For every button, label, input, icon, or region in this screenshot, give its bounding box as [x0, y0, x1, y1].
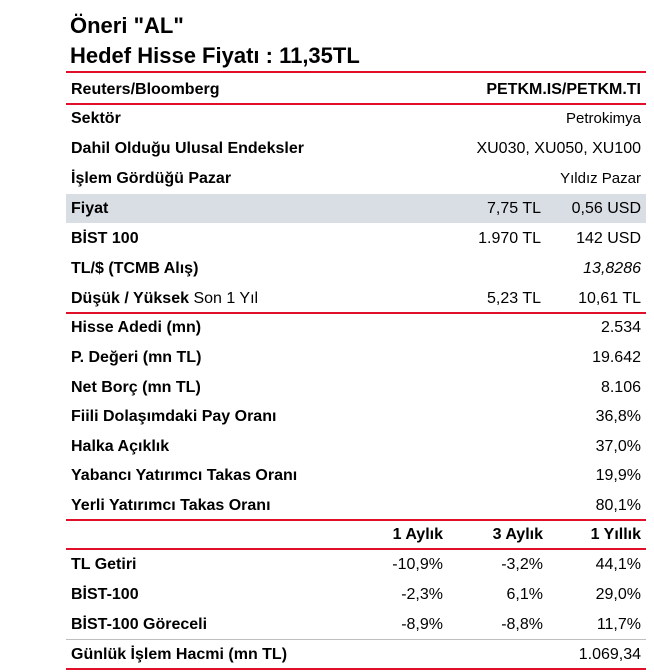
reuters-value: PETKM.IS/PETKM.TI: [486, 81, 641, 98]
target-price-title: Hedef Hisse Fiyatı : 11,35TL: [70, 43, 360, 68]
price-usd: 0,56 USD: [571, 200, 641, 217]
volume-value: 1.069,34: [578, 646, 641, 663]
bist100-usd: 142 USD: [576, 230, 641, 247]
stat-value: 19,9%: [595, 467, 641, 484]
returns-1y: 29,0%: [595, 586, 641, 603]
recommendation-title: Öneri "AL": [70, 13, 184, 38]
returns-3m: -3,2%: [501, 556, 543, 573]
returns-3m: -8,8%: [501, 616, 543, 633]
stat-value: 80,1%: [595, 497, 641, 514]
stat-row: [66, 432, 646, 461]
stat-row: [66, 373, 646, 402]
returns-header-1y: 1 Yıllık: [590, 526, 641, 543]
info-label: İşlem Gördüğü Pazar: [71, 170, 232, 187]
returns-header-row: [66, 520, 646, 549]
info-row-market: [66, 164, 646, 193]
volume-label: Günlük İşlem Hacmi (mn TL): [71, 646, 288, 663]
returns-label: BİST-100 Göreceli: [71, 616, 208, 633]
stat-value: 19.642: [592, 349, 641, 366]
bist100-tl: 1.970 TL: [478, 230, 541, 247]
stat-row: [66, 402, 646, 431]
returns-3m: 6,1%: [506, 586, 543, 603]
fx-row: [66, 254, 646, 283]
returns-1y: 44,1%: [595, 556, 641, 573]
stat-row: [66, 343, 646, 372]
info-row-indices: [66, 134, 646, 163]
stat-label: P. Değeri (mn TL): [71, 349, 202, 366]
price-label: Fiyat: [71, 200, 109, 217]
returns-1m: -8,9%: [401, 616, 443, 633]
top-rule: [66, 71, 646, 73]
stat-value: 8.106: [600, 379, 641, 396]
reuters-row: [66, 75, 646, 104]
info-value: XU030, XU050, XU100: [476, 140, 641, 157]
range-label-sub: Son 1 Yıl: [193, 290, 259, 307]
reuters-label: Reuters/Bloomberg: [71, 81, 220, 98]
info-value: Yıldız Pazar: [560, 170, 641, 187]
stat-row: [66, 461, 646, 490]
returns-row: [66, 610, 646, 639]
stat-value: 2.534: [600, 319, 641, 336]
stat-label: Yabancı Yatırımcı Takas Oranı: [71, 467, 298, 484]
range-low: 5,23 TL: [487, 290, 541, 307]
returns-1m: -10,9%: [392, 556, 443, 573]
stat-row: [66, 491, 646, 520]
volume-row: [66, 640, 646, 669]
stat-label: Halka Açıklık: [71, 438, 170, 455]
info-value: Petrokimya: [565, 110, 641, 127]
returns-label: TL Getiri: [71, 556, 137, 573]
stat-label: Yerli Yatırımcı Takas Oranı: [71, 497, 271, 514]
stat-label: Fiili Dolaşımdaki Pay Oranı: [71, 408, 277, 425]
info-label: Dahil Olduğu Ulusal Endeksler: [71, 140, 304, 157]
range-label: [71, 284, 258, 313]
fx-value: 13,8286: [583, 260, 641, 277]
range-high: 10,61 TL: [578, 290, 641, 307]
returns-1y: 11,7%: [596, 616, 641, 633]
range-label-main: Düşük / Yüksek: [71, 290, 189, 307]
stat-label: Hisse Adedi (mn): [71, 319, 202, 336]
info-label: Sektör: [71, 110, 121, 127]
price-row: [66, 194, 646, 223]
stat-value: 37,0%: [595, 438, 641, 455]
returns-label: BİST-100: [71, 586, 139, 603]
returns-row: [66, 580, 646, 609]
returns-header-1m: 1 Aylık: [392, 526, 443, 543]
returns-row: [66, 550, 646, 579]
returns-header-3m: 3 Aylık: [492, 526, 543, 543]
range-row: [66, 284, 646, 313]
price-tl: 7,75 TL: [487, 200, 541, 217]
stat-label: Net Borç (mn TL): [71, 379, 201, 396]
info-row-sector: [66, 104, 646, 133]
fx-label: TL/$ (TCMB Alış): [71, 260, 199, 277]
bottom-rule: [66, 668, 646, 670]
bist100-label: BİST 100: [71, 230, 139, 247]
stat-value: 36,8%: [595, 408, 641, 425]
stat-row: [66, 313, 646, 342]
bist100-row: [66, 224, 646, 253]
returns-1m: -2,3%: [401, 586, 443, 603]
